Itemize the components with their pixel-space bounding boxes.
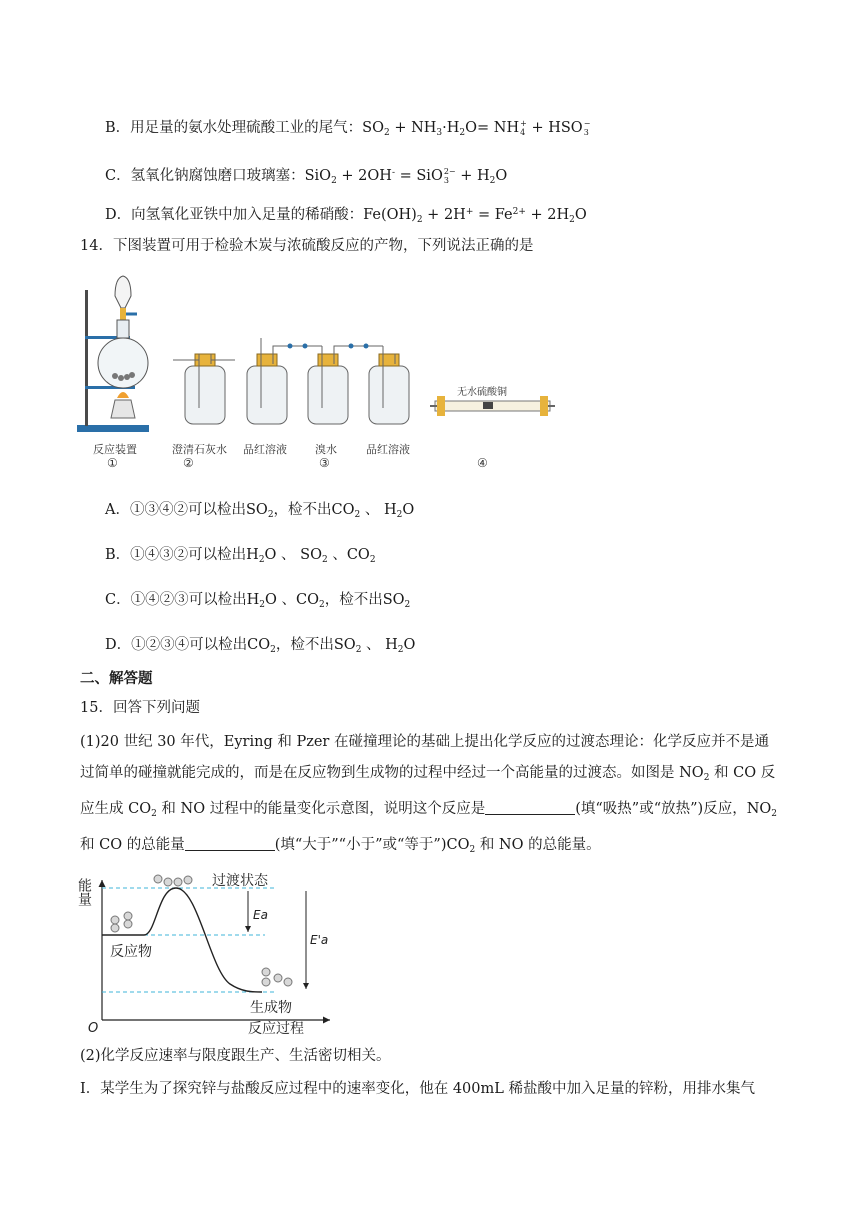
bottle-limewater — [173, 354, 235, 424]
y-axis-label: 能量 — [76, 878, 92, 906]
label-bromine: 溴水 — [315, 443, 337, 456]
q13-option-c: C．氢氧化钠腐蚀磨口玻璃塞：SiO$_2$ + 2OH- = SiO 2− 3 + $H_2O$ — [105, 167, 508, 186]
bottle-fuchsin-2 — [369, 346, 409, 424]
apparatus-figure — [75, 268, 565, 473]
q15-part1: (1)20 世纪 30 年代，Eyring 和 Pzer 在碰撞理论的基础上提出化学反应的过渡态理论：化学反应并不是通过简单的碰撞就能完成的，而是在反应物到生成物的过程中经过一个高能量的过渡态。如图是 $NO_2$ 和 CO 反应生成 $CO_2$ 和 NO 过程中的能量变化示意图，说明这个反应是 (填“吸热”或“放热”)反应，$NO_2$ 和 CO 的总能量 (填“大于”“小于”或“等于$”)CO_2$ 和 NO 的总能量。 — [80, 734, 778, 855]
q15-part2: (2)化学反应速率与限度跟生产、生活密切相关。 — [80, 1048, 391, 1064]
energy-diagram — [76, 858, 340, 1037]
q14-stem: 14．下图装置可用于检验木炭与浓硫酸反应的产物，下列说法正确的是 — [80, 238, 534, 254]
label-cuso4: 无水硫酸铜 — [457, 387, 507, 398]
q13-option-b: B．用足量的氨水处理硫酸工业的尾气：$SO_2 + NH_3\cdot H_2O=$ NH + 4 + HSO − 3 — [105, 119, 591, 138]
label-limewater: 澄清石灰水 — [172, 443, 227, 456]
cuso4-tube — [430, 396, 555, 416]
q15-stem: 15．回答下列问题 — [80, 700, 200, 716]
q14-option-b: B．①④③②可以检出$H_2O$ 、 $SO_2$ 、$CO_2$ — [105, 547, 376, 565]
label-reactor: 反应装置 — [93, 443, 137, 456]
reactants-label: 反应物 — [110, 944, 152, 960]
section-title: 二、解答题 — [80, 671, 153, 687]
ea-prime-label: E'a — [310, 933, 329, 947]
label-cuso4-num: ④ — [477, 456, 488, 470]
q14-option-a: A．①③④②可以检出$SO_2$，检不出$CO_2$ 、 $H_2O$ — [105, 502, 415, 520]
label-limewater-num: ② — [183, 456, 194, 470]
q15-part3: Ⅰ．某学生为了探究锌与盐酸反应过程中的速率变化，他在 400mL 稀盐酸中加入足量的锌粉，用排水集气 — [80, 1081, 755, 1097]
x-axis-label: 反应过程 — [248, 1021, 304, 1037]
transition-label: 过渡状态 — [212, 873, 268, 889]
bottle-fuchsin-1 — [247, 346, 287, 424]
stand-base — [77, 425, 149, 432]
ea-label: Ea — [253, 908, 268, 922]
q14-option-d: D．①②③④可以检出$CO_2$，检不出$SO_2$ 、 $H_2O$ — [105, 637, 416, 655]
q14-option-c: C．①④②③可以检出$H_2O$ 、$CO_2$，检不出$SO_2$ — [105, 592, 411, 610]
label-bromine-num: ③ — [319, 456, 330, 470]
origin-label: O — [88, 1021, 99, 1036]
products-label: 生成物 — [250, 1000, 292, 1016]
bottle-bromine — [308, 346, 348, 424]
label-reactor-num: ① — [107, 456, 118, 470]
q13-option-d: D．向氢氧化亚铁中加入足量的稀硝酸：$Fe(OH)_2 + 2H^+ = Fe^{2+} + 2H_2O$ — [105, 207, 587, 225]
stand-rod — [85, 290, 88, 426]
label-fuchsin-1: 品红溶液 — [243, 443, 287, 456]
label-fuchsin-2: 品红溶液 — [366, 443, 410, 456]
